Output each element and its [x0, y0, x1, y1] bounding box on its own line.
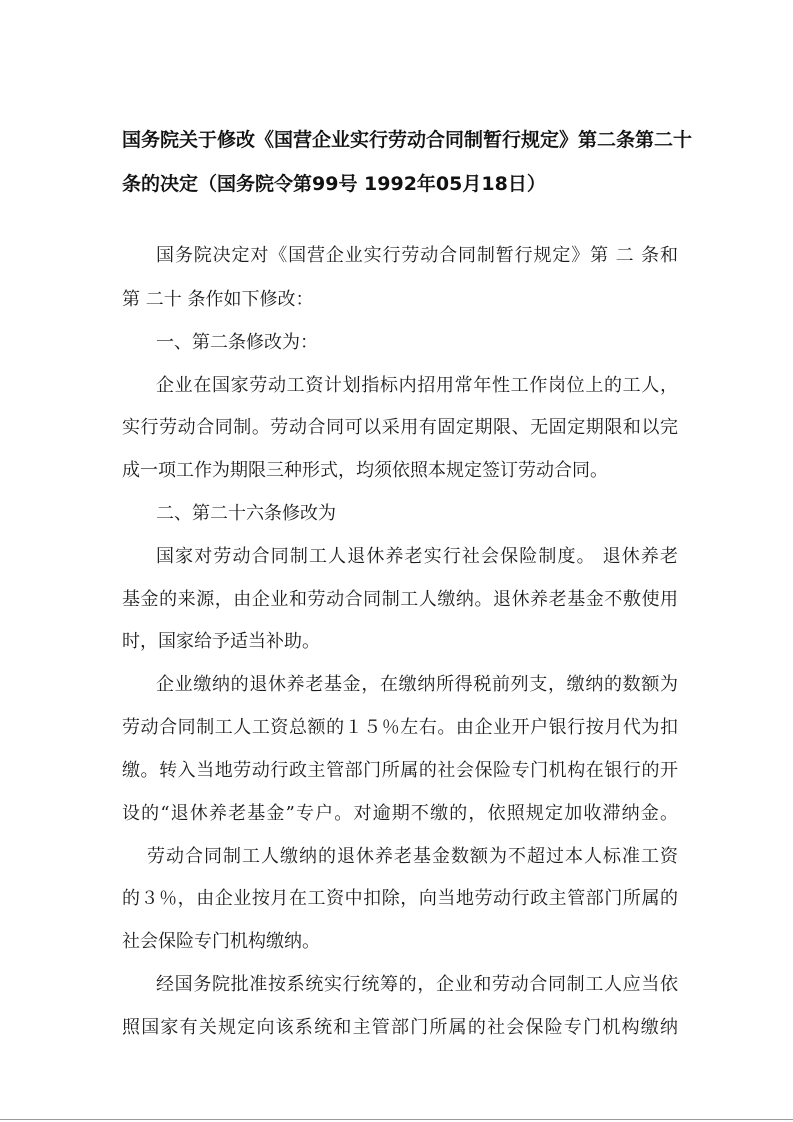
body-line: 实行劳动合同制。劳动合同可以采用有固定期限、无固定期限和以完: [122, 417, 678, 438]
body-line: 劳动合同制工人工资总额的１５％左右。由企业开户银行按月代为扣: [122, 717, 678, 738]
document-title-line-2: 条的决定（国务院令第99号 1992年05月18日）: [122, 173, 546, 195]
page-bottom-rule: [0, 1119, 793, 1120]
body-line: 基金的来源，由企业和劳动合同制工人缴纳。退休养老基金不敷使用: [122, 589, 678, 610]
document-title-line-1: 国务院关于修改《国营企业实行劳动合同制暂行规定》第二条第二十: [122, 129, 693, 151]
body-line: 企业缴纳的退休养老基金，在缴纳所得税前列支，缴纳的数额为: [156, 674, 678, 695]
body-line: 国家对劳动合同制工人退休养老实行社会保险制度。 退休养老: [156, 546, 678, 567]
body-line: 劳动合同制工人缴纳的退休养老基金数额为不超过本人标准工资: [147, 846, 678, 867]
body-line: 社会保险专门机构缴纳。: [122, 931, 320, 952]
body-line: 时，国家给予适当补助。: [122, 631, 320, 652]
body-line: 企业在国家劳动工资计划指标内招用常年性工作岗位上的工人，: [156, 375, 678, 396]
body-line: 国务院决定对《国营企业实行劳动合同制暂行规定》第 二 条和: [156, 245, 678, 266]
section-heading: 一、第二条修改为：: [156, 332, 318, 353]
body-line: 成一项工作为期限三种形式，均须依照本规定签订劳动合同。: [122, 460, 608, 481]
body-line: 照国家有关规定向该系统和主管部门所属的社会保险专门机构缴纳: [122, 1017, 678, 1038]
body-line: 经国务院批准按系统实行统筹的，企业和劳动合同制工人应当依: [156, 974, 678, 995]
body-line: 的３％，由企业按月在工资中扣除，向当地劳动行政主管部门所属的: [122, 888, 678, 909]
body-line: 设的“退休养老基金”专户。对逾期不缴的，依照规定加收滞纳金。: [122, 803, 678, 824]
section-heading: 二、第二十六条修改为: [156, 503, 336, 524]
body-line: 第 二十 条作如下修改：: [122, 289, 314, 310]
body-line: 缴。转入当地劳动行政主管部门所属的社会保险专门机构在银行的开: [122, 760, 678, 781]
